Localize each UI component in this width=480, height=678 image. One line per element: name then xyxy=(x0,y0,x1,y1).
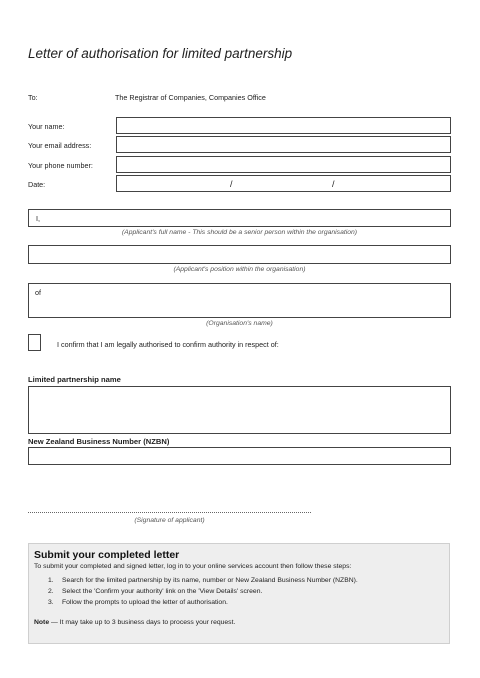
email-field[interactable] xyxy=(116,136,451,153)
step-item: Select the 'Confirm your authority' link on the 'View Details' screen. xyxy=(62,588,263,595)
step-number: 1. xyxy=(48,577,54,584)
nzbn-field[interactable] xyxy=(28,447,451,465)
nzbn-heading: New Zealand Business Number (NZBN) xyxy=(28,437,170,446)
name-field[interactable] xyxy=(116,117,451,134)
lp-name-field[interactable] xyxy=(28,386,451,434)
step-number: 3. xyxy=(48,599,54,606)
applicant-position-caption: (Applicant's position within the organisation) xyxy=(173,266,306,273)
organisation-caption: (Organisation's name) xyxy=(206,320,273,327)
submit-note xyxy=(34,619,235,626)
submit-intro: To submit your completed and signed letter, log in to your online services account then follow these steps: xyxy=(34,563,352,570)
date-separator: / xyxy=(230,179,233,189)
note-text: — It may take up to 3 business days to process your request. xyxy=(49,619,236,626)
applicant-position-field[interactable] xyxy=(28,245,451,264)
applicant-prefix: I, xyxy=(36,214,40,223)
date-separator: / xyxy=(332,179,335,189)
email-label: Your email address: xyxy=(28,141,92,150)
organisation-name-field[interactable] xyxy=(28,283,451,318)
applicant-name-caption: (Applicant's full name - This should be a senior person within the organisation) xyxy=(121,229,358,236)
signature-line[interactable] xyxy=(28,512,311,513)
phone-label: Your phone number: xyxy=(28,161,93,170)
confirm-checkbox[interactable] xyxy=(28,334,41,351)
page-title: Letter of authorisation for limited partnership xyxy=(28,46,293,61)
lp-name-heading: Limited partnership name xyxy=(28,375,121,384)
date-label: Date: xyxy=(28,180,46,189)
to-label: To: xyxy=(28,93,38,102)
submit-heading: Submit your completed letter xyxy=(34,549,180,561)
submit-panel xyxy=(28,543,450,644)
date-field[interactable] xyxy=(116,175,451,192)
phone-field[interactable] xyxy=(116,156,451,173)
confirm-text: I confirm that I am legally authorised to confirm authority in respect of: xyxy=(57,340,279,349)
step-item: Follow the prompts to upload the letter of authorisation. xyxy=(62,599,228,606)
of-prefix: of xyxy=(35,288,41,297)
applicant-name-field[interactable] xyxy=(28,209,451,227)
step-item: Search for the limited partnership by its name, number or New Zealand Business Number (NZBN). xyxy=(62,577,358,584)
to-value: The Registrar of Companies, Companies Office xyxy=(115,93,266,102)
signature-caption: (Signature of applicant) xyxy=(134,517,205,524)
step-number: 2. xyxy=(48,588,54,595)
note-label: Note xyxy=(34,619,50,626)
name-label: Your name: xyxy=(28,122,65,131)
